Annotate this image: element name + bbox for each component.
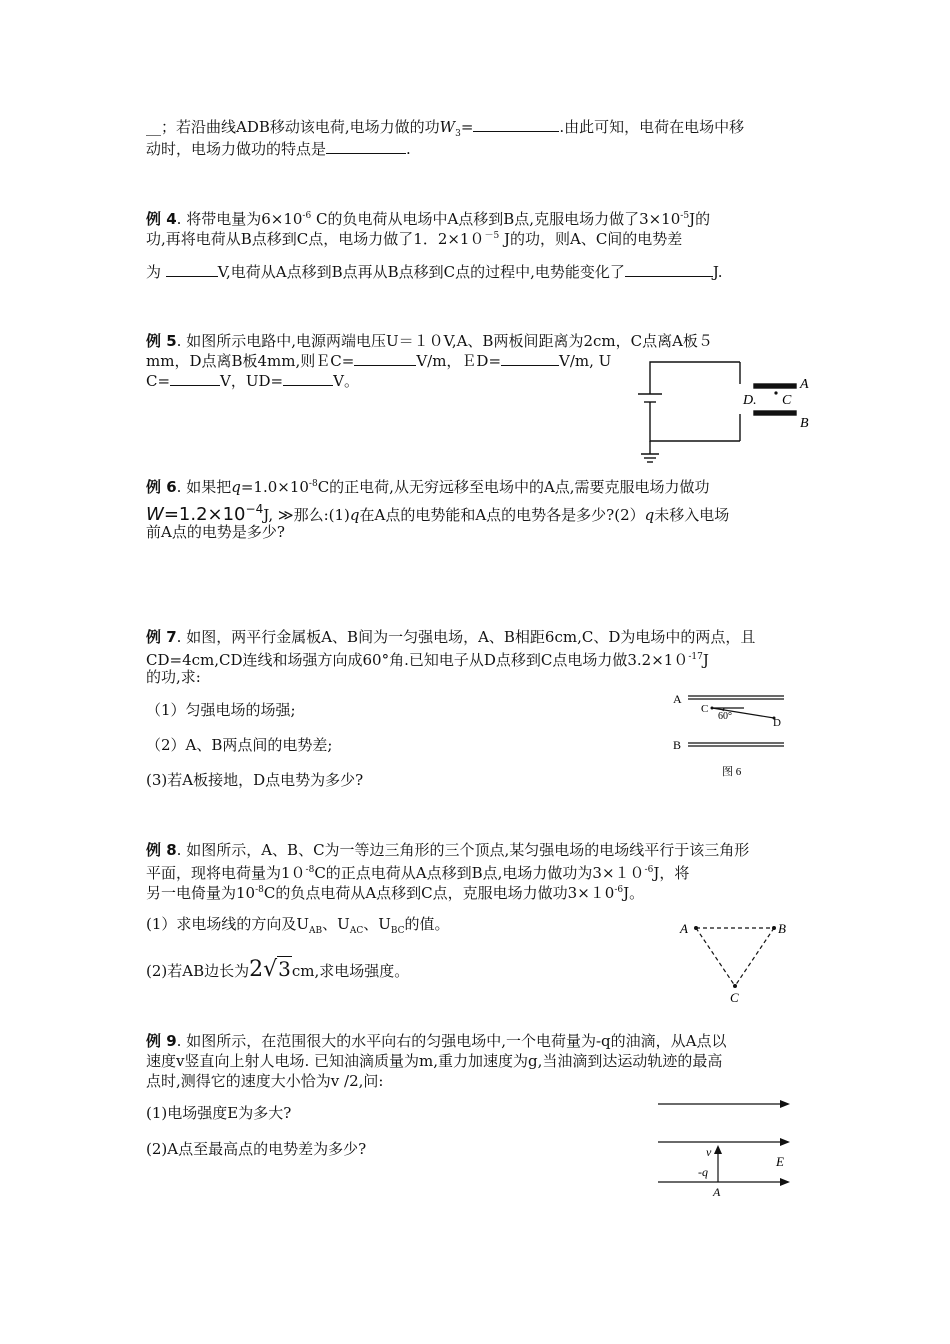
ex7-line-2 [146,647,709,670]
ex7-text: . 如图，两平行金属板A、B间为一匀强电场，A、B相距6cm,C、D为电场中的两点，且 [176,628,756,646]
ex7-question: （1）匀强电场的场强; [146,701,296,719]
vertex-a-label: A [680,921,688,936]
ex5-text: C= [146,372,171,390]
ex7-question: (3)若A板接地，D点电势为多少? [146,771,364,789]
ex8-text: J，将 [653,864,690,882]
ex9-question: (2)A点至最高点的电势差为多少? [146,1140,367,1158]
ex8-text: J。 [623,884,645,902]
ex8-question-1 [146,914,450,941]
ex4-text: J. [712,263,723,281]
point-c-dot [711,707,714,710]
ex5-text: V/m, U [559,352,612,370]
ex5-text: . 如图所示电路中,电源两端电压U＝１０V,A、B两板间距离为2cm，C点离A板５ [176,332,713,350]
ex6-text: 前A点的电势是多少? [146,523,285,541]
charge-label: -q [698,1165,708,1179]
answer-blank[interactable] [170,371,220,386]
exponent: -6 [644,865,654,875]
ex9-text: 速度v竖直向上射人电场. 已知油滴质量为m,重力加速度为g,当油滴到达运动轨迹的最高 [146,1052,723,1070]
ex8-question: (2)若AB边长为 [146,962,250,980]
answer-blank[interactable] [166,262,218,277]
triangle-figure [676,918,796,1008]
point-a-label: A [713,1185,721,1199]
angle-label: 60° [718,711,732,722]
work-symbol: W [439,118,456,136]
work-value: =1.2×10 [163,504,246,525]
exponent: -6 [302,211,312,221]
ex8-text: 另一电倚量为10 [146,884,256,902]
exponent: -17 [688,652,703,662]
charge-symbol: q [644,506,655,524]
parallel-plates-figure [668,688,798,780]
ex8-line-1 [146,840,749,860]
answer-blank[interactable] [354,351,416,366]
ex5-line-3 [146,371,359,391]
ex8-text: C的负点电荷从A点移到C点，克服电场力做功3×１0 [263,884,615,902]
ex7-line-3 [146,667,201,687]
ex8-text: 平面，现将电荷量为1０ [146,864,306,882]
ex5-line-2 [146,351,611,371]
ex9-line-3 [146,1071,383,1091]
example-number: 例 7 [146,628,177,646]
point-d-label: D [773,717,781,729]
ex8-question: 的值。 [404,915,450,933]
exponent: -8 [305,865,315,875]
charge-symbol: q [231,478,241,496]
intro-text: .由此可知，电荷在电场中移 [559,118,745,136]
charge-symbol: q [349,506,360,524]
capacitor-circuit-figure [630,352,820,474]
point-c-label: C [701,703,709,715]
ex4-text: J的功，则A、C间的电势差 [499,230,683,248]
radical-coefficient: 2 [249,957,264,982]
plate-b-label: B [673,738,682,752]
ex7-line-1 [146,627,755,647]
ex4-text: V,电荷从A点移到B点再从B点移到C点的过程中,电势能变化了 [217,263,625,281]
exponent: −4 [245,502,264,516]
plate-a-label: A [673,692,682,706]
ex4-text: C的负电荷从电场中A点移到B点,克服电场力做了3×10 [311,210,681,228]
point-c-label: C [782,393,792,408]
ex6-line-1 [146,474,710,497]
sqrt-sign: √ [263,957,278,982]
ex9-line-2 [146,1051,722,1071]
plate-a-label: A [800,377,809,392]
exponent: -6 [614,885,624,895]
intro-equals: = [460,118,474,136]
answer-blank[interactable] [625,262,713,277]
example-number: 例 4 [146,210,177,228]
answer-blank[interactable] [283,371,333,386]
velocity-label: v [706,1145,712,1159]
ex4-line-2 [146,226,682,249]
ex8-line-3 [146,880,644,903]
subscript: AC [349,926,364,936]
ex6-text: C的正电荷,从无穷远移至电场中的A点,需要克服电场力做功 [317,478,710,496]
ex5-text: mm，D点离B板4mm,则ＥC= [146,352,355,370]
ex7-text: CD=4cm,CD连线和场强方向成60°角.已知电子从D点移到C点电场力做3.2×1０ [146,651,689,669]
vertex-c-dot [733,984,737,988]
subscript: BC [390,926,405,936]
ex6-text: 未移入电场 [654,506,730,524]
ex5-line-1 [146,331,713,351]
field-label: E [776,1154,784,1169]
ex7-question-3 [146,770,363,790]
work-subscript: 3 [455,129,461,139]
ex8-question: 、U [322,915,350,933]
intro-text: . [406,140,411,158]
ex7-question-1 [146,700,296,720]
work-symbol: W [146,504,164,525]
ex6-text: 在A点的电势能和A点的电势各是多少?(2） [359,506,645,524]
ex4-text: 为 [146,263,166,281]
intro-text: 动时，电场力做功的特点是 [146,140,327,158]
ex7-question-2 [146,735,332,755]
plate-b-label: B [800,416,809,431]
exponent: -8 [308,479,318,489]
ex9-question-2 [146,1139,366,1159]
ex8-text: C的正点电荷从A点移到B点,电场力做功为3×１０ [314,864,645,882]
vertex-a-dot [694,926,698,930]
radicand: 3 [278,957,291,981]
ex8-question-2 [146,954,409,986]
point-d-label: D. [743,393,757,408]
intro-text: __；若沿曲线ADB移动该电荷,电场力做的功 [146,118,440,136]
ex7-question: （2）A、B两点间的电势差; [146,736,333,754]
ex8-text: . 如图所示，A、B、C为一等边三角形的三个顶点,某匀强电场的电场线平行于该三角形 [176,841,750,859]
ex8-question: cm,求电场强度。 [291,962,410,980]
ex4-text: . 将带电量为6×10 [176,210,303,228]
ex9-line-1 [146,1031,726,1051]
ex6-text: J, ≫那么:(1) [263,506,350,524]
figure-caption: 图 6 [722,766,742,778]
ex7-text: J [702,651,709,669]
ex9-text: 点时,测得它的速度大小恰为v /2,问: [146,1072,384,1090]
ex8-question: (1）求电场线的方向及U [146,915,310,933]
example-number: 例 8 [146,841,177,859]
ex8-question: 、U [363,915,391,933]
point-c-dot [774,391,777,394]
ex7-text: 的功,求: [146,668,201,686]
intro-line-2 [146,139,411,159]
ex5-text: V。 [333,372,359,390]
ex6-text: =1.0×10 [240,478,309,496]
vertex-b-dot [772,926,776,930]
ex4-line-3 [146,262,723,282]
answer-blank[interactable] [326,139,406,154]
exponent: -5 [680,211,690,221]
answer-blank[interactable] [473,117,559,132]
example-number: 例 9 [146,1032,177,1050]
ex5-text: V/m，ＥD= [416,352,502,370]
ex6-text: . 如果把 [176,478,232,496]
answer-blank[interactable] [501,351,559,366]
ex6-line-3 [146,522,285,542]
vertex-b-label: B [778,921,786,936]
electric-field-figure [652,1094,802,1200]
ex4-text: J的 [689,210,711,228]
ex4-text: 功,再将电荷从B点移到C点，电场力做了1．2×1０ [146,230,485,248]
exponent: -8 [255,885,264,895]
subscript: AB [309,926,323,936]
ex9-text: . 如图所示，在范围很大的水平向右的匀强电场中,一个电荷量为-q的油滴，从A点以 [176,1032,727,1050]
ex5-text: V，UD= [220,372,284,390]
ex9-question-1 [146,1103,291,1123]
ex9-question: (1)电场强度E为多大? [146,1104,292,1122]
vertex-c-label: C [730,990,739,1005]
example-number: 例 5 [146,332,177,350]
exponent: －5 [484,231,500,241]
example-number: 例 6 [146,478,177,496]
